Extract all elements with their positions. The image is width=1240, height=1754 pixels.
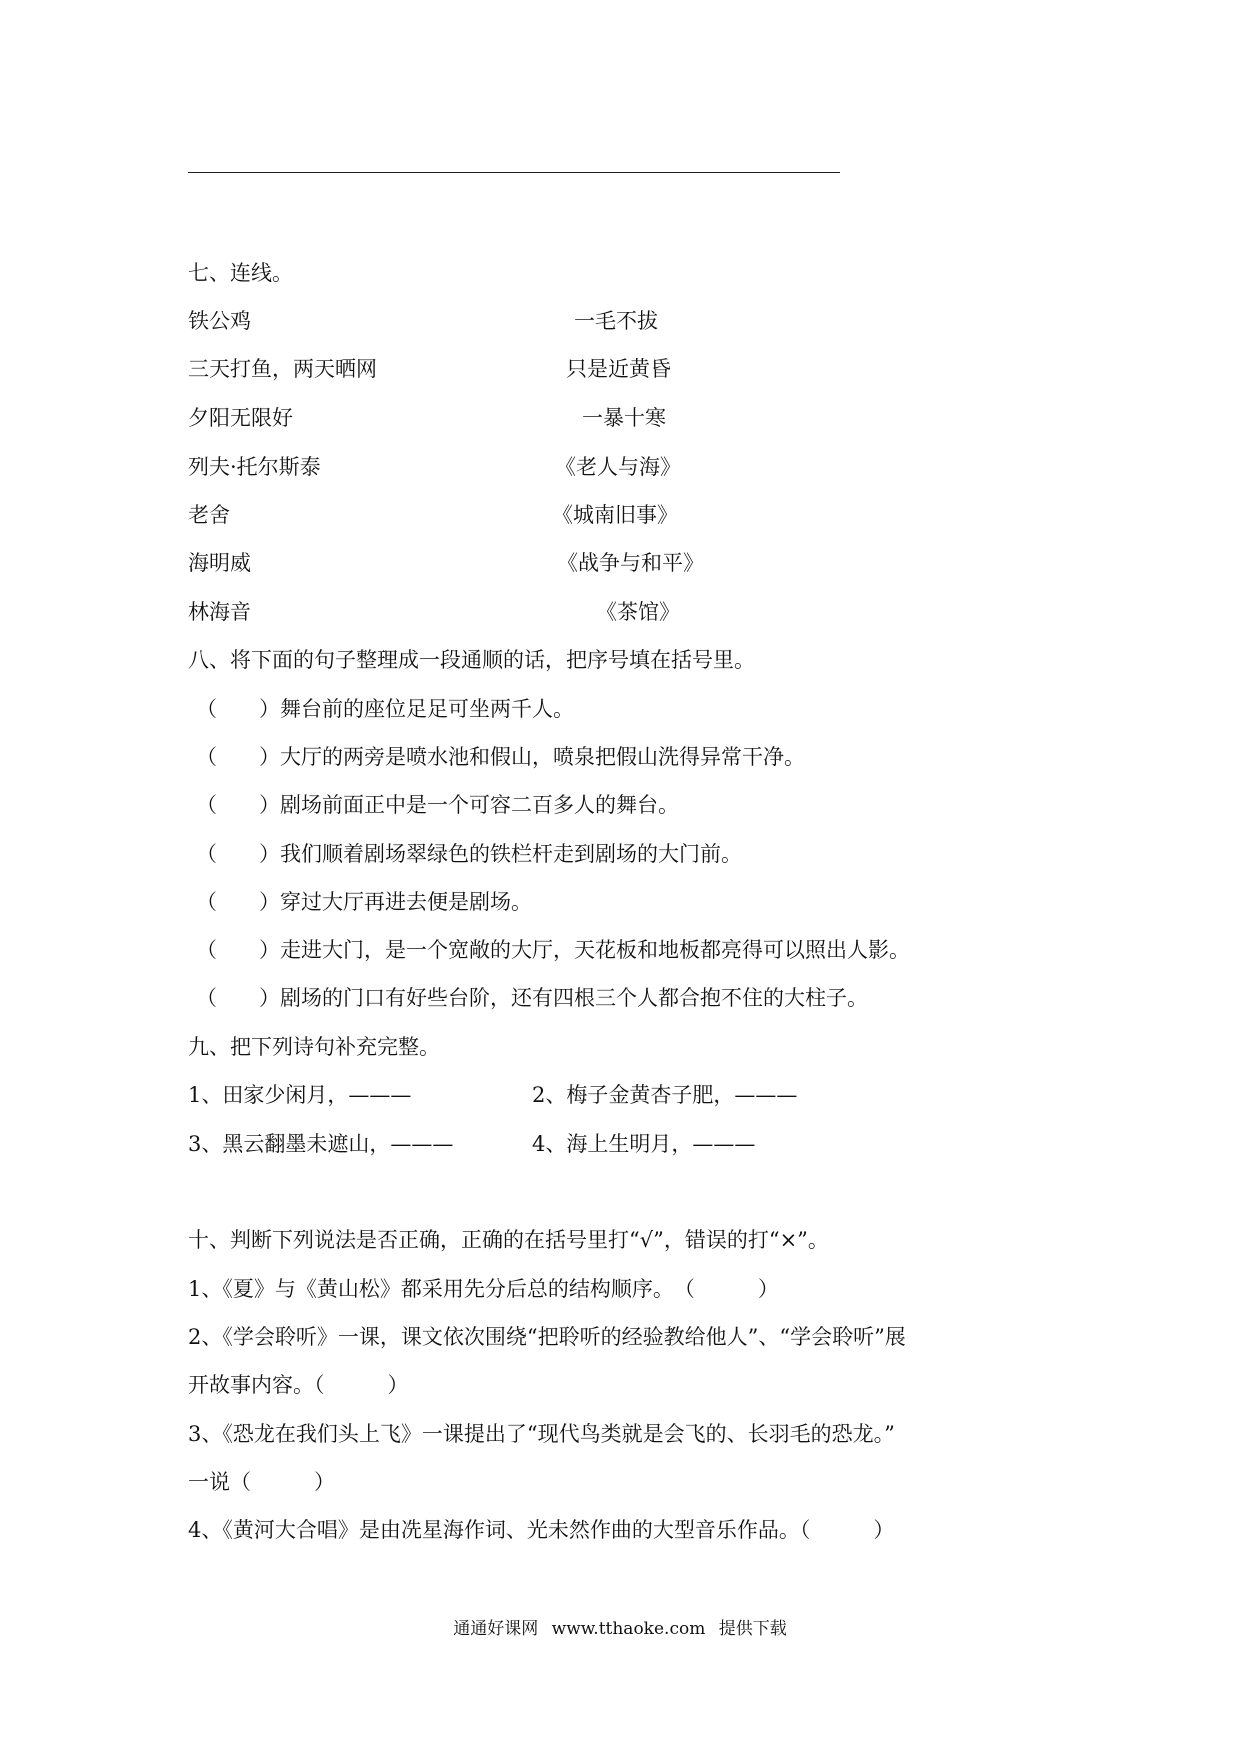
judge-item-2-cont: 开故事内容。（ ） [188,1373,409,1397]
match-left-1: 铁公鸡 [188,309,251,333]
order-item-5: （ ）穿过大厅再进去便是剧场。 [196,890,532,914]
judge-item-1: 1、《夏》与《黄山松》都采用先分后总的结构顺序。 （ ） [188,1277,779,1301]
footer-url[interactable]: www.tthaoke.com [551,1619,706,1639]
match-right-2: 只是近黄昏 [566,357,671,381]
poem-1: 1、田家少闲月，——— [188,1083,412,1107]
match-left-7: 林海音 [188,600,251,624]
match-right-4: 《老人与海》 [555,455,681,479]
order-item-3: （ ）剧场前面正中是一个可容二百多人的舞台。 [196,793,679,817]
answer-line [188,172,840,173]
section-10-title: 十、判断下列说法是否正确，正确的在括号里打“√”，错误的打“×”。 [188,1228,829,1252]
match-right-3: 一暴十寒 [582,406,666,430]
order-item-4: （ ）我们顺着剧场翠绿色的铁栏杆走到剧场的大门前。 [196,842,742,866]
order-item-7: （ ）剧场的门口有好些台阶，还有四根三个人都合抱不住的大柱子。 [196,986,868,1010]
judge-item-2: 2、《学会聆听》一课，课文依次围绕“把聆听的经验教给他人”、“学会聆听”展 [188,1325,906,1349]
section-7-title: 七、连线。 [188,261,293,285]
footer-site: 通通好课网 [453,1619,539,1639]
poem-3: 3、黑云翻墨未遮山，——— [188,1132,454,1156]
match-right-5: 《城南旧事》 [552,503,678,527]
page-footer [0,1617,1240,1641]
match-left-6: 海明威 [188,551,251,575]
match-left-5: 老舍 [188,503,230,527]
match-left-4: 列夫·托尔斯泰 [188,455,321,479]
match-right-1: 一毛不拔 [574,309,658,333]
footer-tail: 提供下载 [718,1619,787,1639]
match-left-2: 三天打鱼，两天晒网 [188,357,377,381]
order-item-6: （ ）走进大门，是一个宽敞的大厅，天花板和地板都亮得可以照出人影。 [196,938,910,962]
judge-item-3-cont: 一说（ ） [188,1470,335,1494]
match-right-6: 《战争与和平》 [557,551,704,575]
order-item-1: （ ）舞台前的座位足足可坐两千人。 [196,697,574,721]
order-item-2: （ ）大厅的两旁是喷水池和假山，喷泉把假山洗得异常干净。 [196,745,805,769]
match-left-3: 夕阳无限好 [188,406,293,430]
section-8-title: 八、将下面的句子整理成一段通顺的话，把序号填在括号里。 [188,648,755,672]
section-9-title: 九、把下列诗句补充完整。 [188,1035,440,1059]
judge-item-4: 4、《黄河大合唱》是由冼星海作词、光未然作曲的大型音乐作品。（ ） [188,1518,895,1542]
poem-4: 4、海上生明月，——— [532,1132,756,1156]
judge-item-3: 3、《恐龙在我们头上飞》一课提出了“现代鸟类就是会飞的、长羽毛的恐龙。” [188,1422,895,1446]
match-right-7: 《茶馆》 [596,600,680,624]
poem-2: 2、梅子金黄杏子肥，——— [532,1083,798,1107]
